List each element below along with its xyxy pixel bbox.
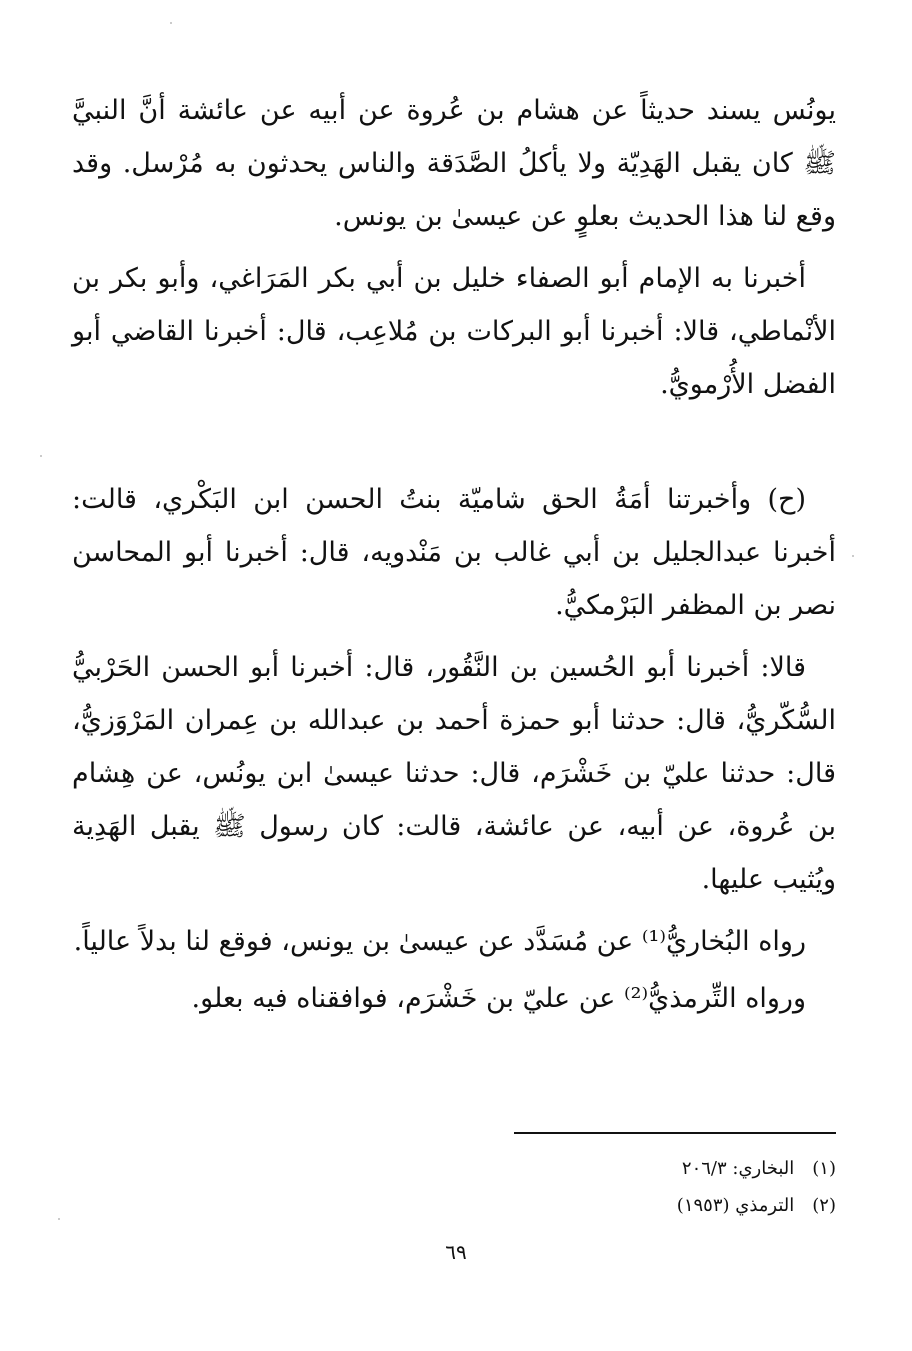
scan-speck — [852, 555, 854, 557]
paragraph-5: رواه البُخاريُّ⁽¹⁾ عن مُسَدَّد عن عيسىٰ بن يونس، فوقع لنا بدلاً عالياً. — [73, 926, 806, 957]
footnote-item — [400, 1150, 836, 1187]
scan-speck — [58, 1218, 60, 1220]
footnote-number: (١) — [812, 1158, 836, 1179]
paragraph-1: يونُس يسند حديثاً عن هشام بن عُروة عن أبيه عن عائشة أنَّ النبيَّ ﷺ كان يقبل الهَدِيّة ولا يأكلُ الصَّدَقة والناس يحدثون به مُرْسل. وقد وقع لنا هذا الحديث بعلوٍ عن عيسىٰ بن يونس. — [72, 95, 836, 232]
paragraph-6: ورواه التِّرمذيُّ⁽²⁾ عن عليّ بن خَشْرَم، فوافقناه فيه بعلو. — [191, 983, 806, 1014]
main-text — [72, 84, 836, 1025]
page-number: ٦٩ — [445, 1240, 467, 1264]
footnote-divider — [514, 1132, 836, 1134]
footnote-text: الترمذي (١٩٥٣) — [676, 1195, 795, 1216]
paragraph-3: (ح) وأخبرتنا أمَةُ الحق شاميّة بنتُ الحسن ابن البَكْري، قالت: أخبرنا عبدالجليل بن أبي غالب بن مَنْدويه، قال: أخبرنا أبو المحاسن نصر بن المظفر البَرْمكيُّ. — [72, 484, 836, 621]
footnote-text: البخاري: ٢٠٦/٣ — [681, 1158, 795, 1179]
footnotes — [400, 1150, 836, 1224]
paragraph-4: قالا: أخبرنا أبو الحُسين بن النَّقُور، قال: أخبرنا أبو الحسن الحَرْبيُّ السُّكّريُّ، قال: حدثنا أبو حمزة أحمد بن عبدالله بن عِمران المَرْوَزيُّ، قال: حدثنا عليّ بن خَشْرَم، قال: حدثنا عيسىٰ ابن يونُس، عن هِشام بن عُروة، عن أبيه، عن عائشة، قالت: كان رسول ﷺ يقبل الهَدِية ويُثيب عليها. — [72, 652, 836, 895]
paragraph-2: أخبرنا به الإمام أبو الصفاء خليل بن أبي بكر المَرَاغي، وأبو بكر بن الأنْماطي، قالا: أخبرنا أبو البركات بن مُلاعِب، قال: أخبرنا القاضي أبو الفضل الأُرْمويُّ. — [72, 263, 836, 400]
footnote-item — [400, 1187, 836, 1224]
scan-speck — [170, 22, 172, 24]
footnote-number: (٢) — [812, 1195, 836, 1216]
scan-speck — [40, 455, 42, 457]
